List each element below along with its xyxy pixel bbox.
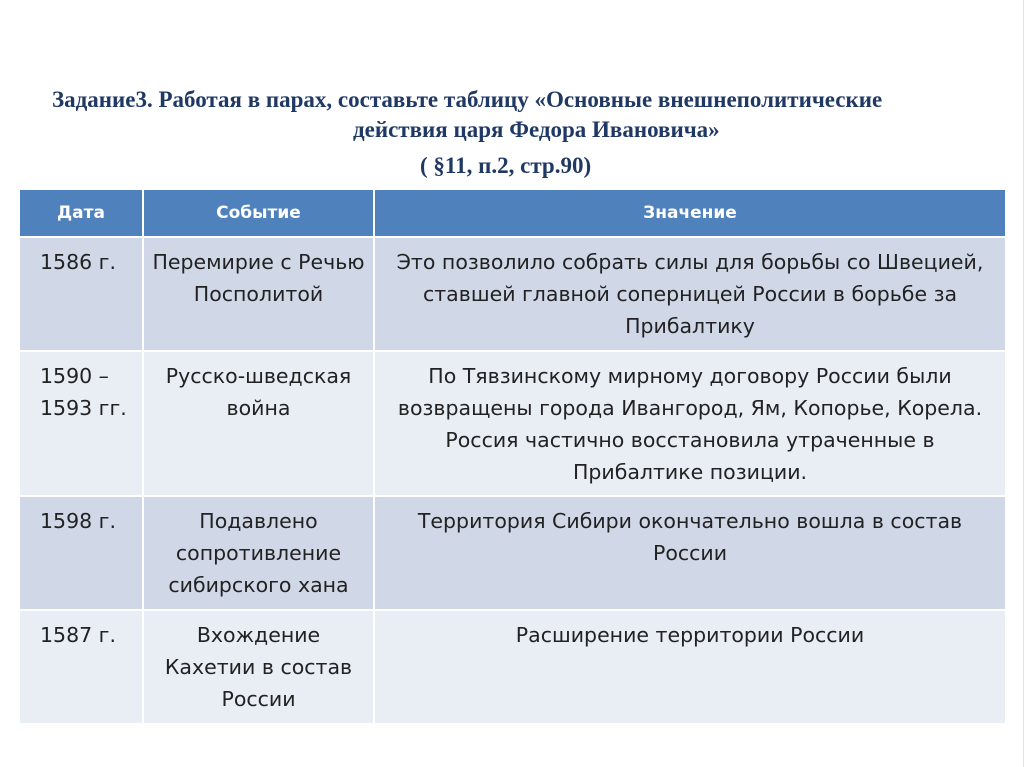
cell-date: 1598 г.: [19, 496, 143, 610]
table-row: [19, 351, 1006, 496]
cell-meaning: Это позволило собрать силы для борьбы со Швецией, ставшей главной соперницей России в борьбе за Прибалтику: [374, 237, 1006, 351]
cell-event: Перемирие с Речью Посполитой: [143, 237, 374, 351]
cell-date: 1587 г.: [19, 610, 143, 724]
title-line-2: действия царя Федора Ивановича»: [353, 117, 720, 142]
table-header-row: [19, 189, 1006, 237]
table-row: [19, 496, 1006, 610]
header-event: Событие: [143, 189, 374, 237]
cell-event: Русско-шведская война: [143, 351, 374, 496]
cell-meaning: По Тявзинскому мирному договору России были возвращены города Ивангород, Ям, Копорье, Корела. Россия частично восстановила утраченные в Прибалтике позиции.: [374, 351, 1006, 496]
cell-date: 1590 – 1593 гг.: [19, 351, 143, 496]
cell-meaning: Территория Сибири окончательно вошла в состав России: [374, 496, 1006, 610]
title-line-3: ( §11, п.2, стр.90): [420, 153, 592, 178]
cell-event: Подавлено сопротивление сибирского хана: [143, 496, 374, 610]
cell-date: 1586 г.: [19, 237, 143, 351]
title-line-1: Задание3. Работая в парах, составьте таблицу «Основные внешнеполитические: [52, 87, 883, 112]
cell-meaning: Расширение территории России: [374, 610, 1006, 724]
foreign-policy-table: [18, 188, 1007, 725]
table-row: [19, 237, 1006, 351]
cell-event: Вхождение Кахетии в состав России: [143, 610, 374, 724]
header-meaning: Значение: [374, 189, 1006, 237]
header-date: Дата: [19, 189, 143, 237]
table-row: [19, 610, 1006, 724]
